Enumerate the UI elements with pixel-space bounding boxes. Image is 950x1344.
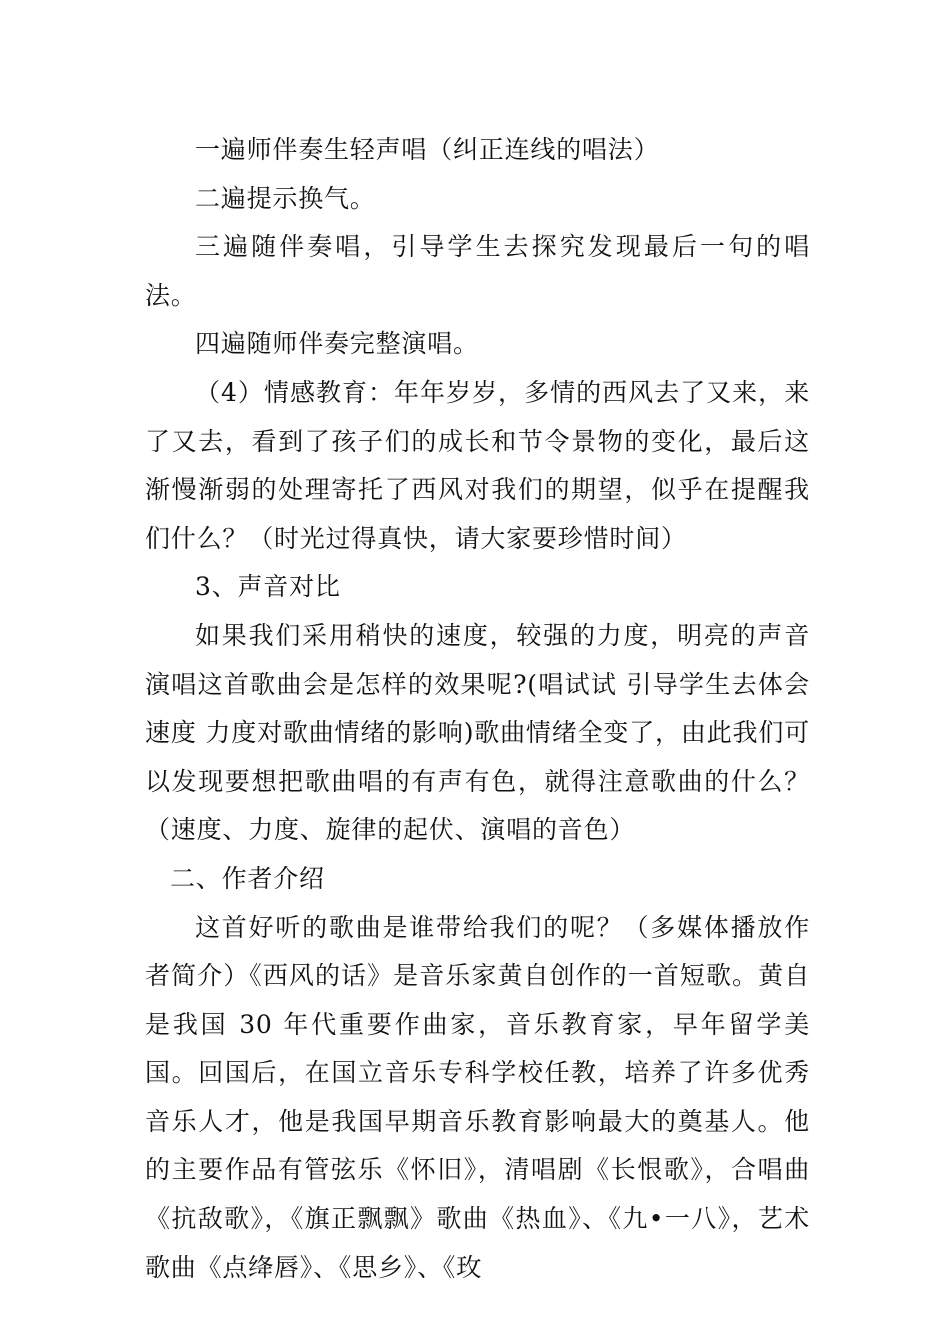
section-heading-sound-contrast: 3、声音对比	[195, 572, 341, 602]
paragraph-emotional-education: （4）情感教育：年年岁岁，多情的西风去了又来，来了又去，看到了孩子们的成长和节令景物的变化，最后这渐慢渐弱的处理寄托了西风对我们的期望，似乎在提醒我们什么？（时光过得真快，请大家要珍惜时间）	[145, 377, 810, 553]
paragraph-third-pass: 三遍随伴奏唱，引导学生去探究发现最后一句的唱法。	[145, 232, 810, 310]
section-heading-author-intro: 二、作者介绍	[170, 863, 325, 893]
paragraph-author-intro: 这首好听的歌曲是谁带给我们的呢？（多媒体播放作者简介）《西风的话》是音乐家黄自创作的一首短歌。黄自是我国 30 年代重要作曲家，音乐教育家，早年留学美国。回国后，在国立音乐专科学校任教，培养了许多优秀音乐人才，他是我国早期音乐教育影响最大的奠基人。他的主要作品有管弦乐《怀旧》，清唱剧《长恨歌》，合唱曲《抗敌歌》，《旗正飘飘》歌曲《热血》、《九•一八》，艺术歌曲《点绛唇》、《思乡》、《玫	[145, 912, 810, 1282]
paragraph-fourth-pass: 四遍随师伴奏完整演唱。	[195, 329, 479, 359]
paragraph-second-pass: 二遍提示换气。	[195, 183, 376, 213]
document-body	[145, 126, 810, 1292]
paragraph-first-pass: 一遍师伴奏生轻声唱（纠正连线的唱法）	[195, 135, 660, 164]
paragraph-sound-contrast: 如果我们采用稍快的速度，较强的力度，明亮的声音演唱这首歌曲会是怎样的效果呢?(唱试试 引导学生去体会速度 力度对歌曲情绪的影响)歌曲情绪全变了，由此我们可以发现要想把歌曲唱的有声有色，就得注意歌曲的什么？（速度、力度、旋律的起伏、演唱的音色）	[145, 620, 810, 845]
